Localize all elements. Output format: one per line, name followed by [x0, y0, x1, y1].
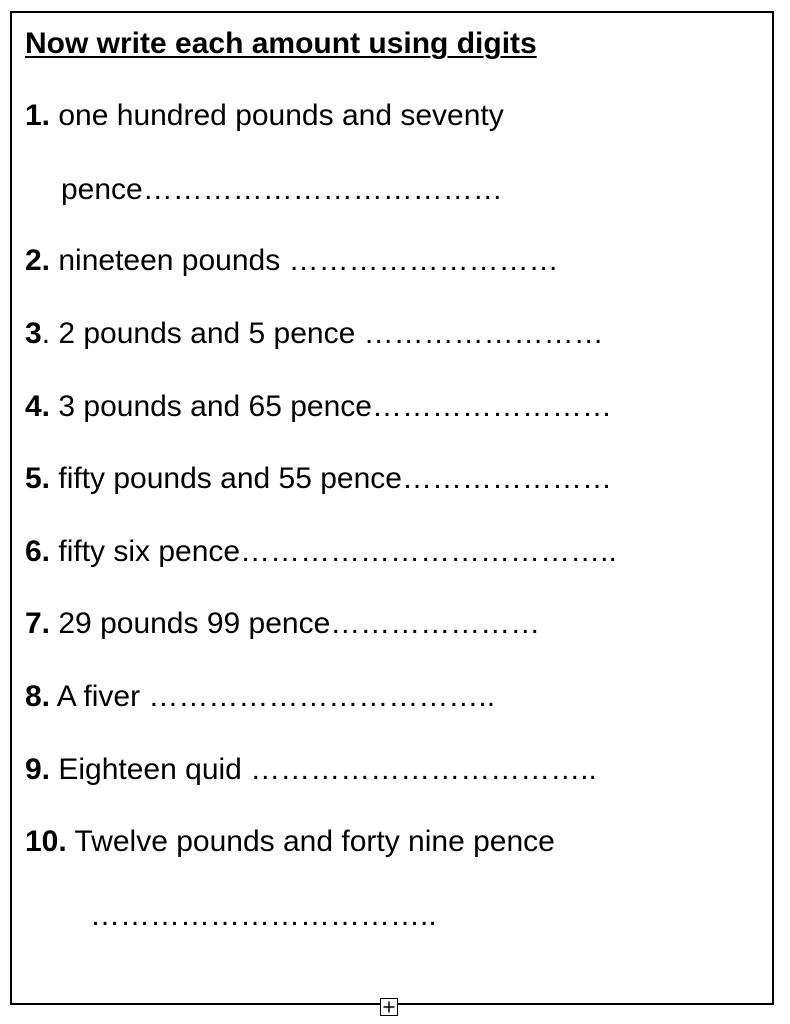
- question-text: . 2 pounds and 5 pence ……………………: [41, 317, 604, 350]
- question-text: 3 pounds and 65 pence……………………: [50, 390, 612, 423]
- question-5: [25, 459, 612, 499]
- question-number: 9.: [25, 753, 51, 786]
- question-2: [25, 241, 559, 281]
- question-number: 10.: [25, 825, 67, 858]
- worksheet-title: Now write each amount using digits: [25, 27, 537, 60]
- question-number: 2.: [25, 244, 51, 277]
- question-7: [25, 604, 540, 644]
- question-8: [25, 677, 495, 717]
- question-text: Eighteen quid ……………………………..: [50, 753, 597, 786]
- table-move-handle-icon[interactable]: [380, 998, 398, 1016]
- question-number: 1.: [25, 99, 51, 132]
- question-1: [25, 96, 504, 136]
- question-text: Twelve pounds and forty nine pence: [66, 825, 555, 858]
- question-text: nineteen pounds ………………………: [50, 244, 559, 277]
- question-text: fifty pounds and 55 pence…………………: [50, 462, 612, 495]
- question-text: A fiver ……………………………..: [50, 680, 496, 713]
- question-number: 3: [25, 317, 42, 350]
- question-number: 5.: [25, 462, 51, 495]
- question-3: [25, 314, 604, 354]
- question-number: 7.: [25, 607, 51, 640]
- question-10-continuation: ……………………………..: [90, 899, 437, 932]
- question-number: 4.: [25, 390, 51, 423]
- question-9: [25, 750, 597, 790]
- question-4: [25, 387, 612, 427]
- question-1-continuation: pence………………………………: [61, 173, 503, 206]
- question-10: [25, 822, 555, 862]
- question-6: [25, 532, 617, 572]
- plus-icon: [381, 999, 397, 1015]
- question-number: 6.: [25, 535, 51, 568]
- question-text: one hundred pounds and seventy: [50, 99, 504, 132]
- question-text: fifty six pence………………………………..: [50, 535, 617, 568]
- question-text: 29 pounds 99 pence…………………: [50, 607, 541, 640]
- question-number: 8.: [25, 680, 51, 713]
